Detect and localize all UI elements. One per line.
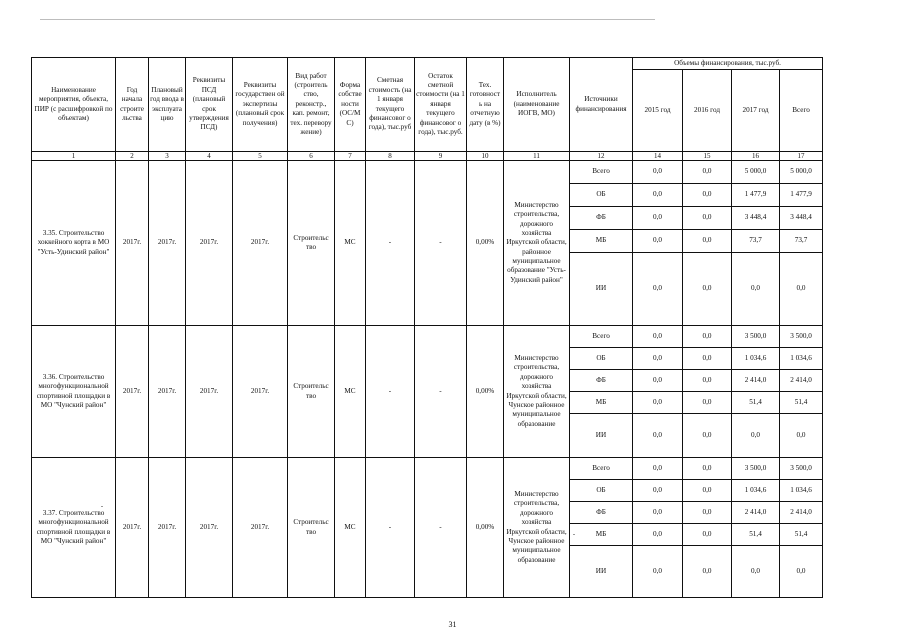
col-readiness-header: Тех. готовност ь на отчетную дату (в %) xyxy=(467,58,504,152)
col-sources-header: Источники финансирования xyxy=(570,58,633,152)
col-work-type-header: Вид работ (строитель ство, реконстр., кап. ремонт, тех. перевору жение) xyxy=(288,58,335,152)
value-2017: 3 500,0 xyxy=(732,458,780,480)
col-name-header: Наименование мероприятия, объекта, ПИР (с расшифровкой по объектам) xyxy=(32,58,116,152)
estimate: - xyxy=(366,161,415,326)
value-total: 1 477,9 xyxy=(780,184,823,207)
work-type: Строительс тво xyxy=(288,326,335,458)
funding-source: ИИ xyxy=(570,253,633,326)
header-row-1 xyxy=(32,58,823,70)
value-2016: 0,0 xyxy=(683,502,732,524)
value-total: 1 034,6 xyxy=(780,348,823,370)
object-name: 3.35. Строительство хоккейного корта в МО "Усть-Удинский район" xyxy=(32,161,116,326)
remaining: - xyxy=(415,161,467,326)
col-ownership-header: Форма собстве ности (ОС/М С) xyxy=(335,58,366,152)
year-start: 2017г. xyxy=(116,161,149,326)
col-year-plan-header: Плановый год ввода в эксплуата цию xyxy=(149,58,186,152)
value-2016: 0,0 xyxy=(683,458,732,480)
value-2017: 0,0 xyxy=(732,253,780,326)
year-plan: 2017г. xyxy=(149,458,186,598)
funding-source: Всего xyxy=(570,458,633,480)
col-2016-header: 2016 год xyxy=(683,70,732,152)
column-number: 7 xyxy=(335,152,366,161)
table-row xyxy=(32,161,823,184)
ownership: МС xyxy=(335,326,366,458)
value-total: 3 500,0 xyxy=(780,458,823,480)
year-start: 2017г. xyxy=(116,458,149,598)
value-2017: 1 034,6 xyxy=(732,348,780,370)
expertise-date: 2017г. xyxy=(233,326,288,458)
value-2017: 5 000,0 xyxy=(732,161,780,184)
column-number: 9 xyxy=(415,152,467,161)
funding-source: Всего xyxy=(570,161,633,184)
expertise-date: 2017г. xyxy=(233,458,288,598)
work-type: Строительс тво xyxy=(288,458,335,598)
funding-source: МБ xyxy=(570,524,633,546)
value-2017: 1 477,9 xyxy=(732,184,780,207)
table-row xyxy=(32,326,823,348)
value-2015: 0,0 xyxy=(633,207,683,230)
expertise-date: 2017г. xyxy=(233,161,288,326)
value-2015: 0,0 xyxy=(633,253,683,326)
value-2016: 0,0 xyxy=(683,230,732,253)
value-2016: 0,0 xyxy=(683,161,732,184)
column-number: 6 xyxy=(288,152,335,161)
column-number: 2 xyxy=(116,152,149,161)
value-2016: 0,0 xyxy=(683,392,732,414)
column-number: 3 xyxy=(149,152,186,161)
value-2015: 0,0 xyxy=(633,161,683,184)
remaining: - xyxy=(415,326,467,458)
value-2015: 0,0 xyxy=(633,502,683,524)
remaining: - xyxy=(415,458,467,598)
value-2017: 51,4 xyxy=(732,524,780,546)
col-2015-header: 2015 год xyxy=(633,70,683,152)
value-2016: 0,0 xyxy=(683,348,732,370)
funding-group-header: Объемы финансирования, тыс.руб. xyxy=(633,58,823,70)
value-total: 0,0 xyxy=(780,546,823,598)
funding-source: ОБ xyxy=(570,480,633,502)
year-start: 2017г. xyxy=(116,326,149,458)
executor: Министерство строительства, дорожного хозяйства Иркутской области, Чунское районное муниципальное образование xyxy=(504,458,570,598)
value-2017: 3 448,4 xyxy=(732,207,780,230)
column-number: 10 xyxy=(467,152,504,161)
executor: Министерство строительства, дорожного хозяйства Иркутской области, районное муниципальное образование "Усть-Удинский район" xyxy=(504,161,570,326)
column-number-row xyxy=(32,152,823,161)
psd-date: 2017г. xyxy=(186,326,233,458)
funding-source: МБ xyxy=(570,230,633,253)
value-2016: 0,0 xyxy=(683,370,732,392)
value-total: 5 000,0 xyxy=(780,161,823,184)
funding-source: ИИ xyxy=(570,414,633,458)
column-number: 14 xyxy=(633,152,683,161)
value-2017: 2 414,0 xyxy=(732,370,780,392)
value-total: 1 034,6 xyxy=(780,480,823,502)
value-total: 0,0 xyxy=(780,414,823,458)
value-2015: 0,0 xyxy=(633,414,683,458)
funding-source: ИИ xyxy=(570,546,633,598)
value-2017: 73,7 xyxy=(732,230,780,253)
value-2015: 0,0 xyxy=(633,184,683,207)
value-2016: 0,0 xyxy=(683,207,732,230)
value-2017: 0,0 xyxy=(732,546,780,598)
value-total: 73,7 xyxy=(780,230,823,253)
top-rule xyxy=(40,19,655,20)
column-number: 11 xyxy=(504,152,570,161)
value-2015: 0,0 xyxy=(633,546,683,598)
page-number: 31 xyxy=(448,620,457,629)
psd-date: 2017г. xyxy=(186,161,233,326)
value-2016: 0,0 xyxy=(683,546,732,598)
value-total: 3 500,0 xyxy=(780,326,823,348)
estimate: - xyxy=(366,458,415,598)
financing-table xyxy=(31,57,823,598)
column-number: 15 xyxy=(683,152,732,161)
funding-source: Всего xyxy=(570,326,633,348)
value-total: 51,4 xyxy=(780,524,823,546)
value-2015: 0,0 xyxy=(633,458,683,480)
ownership: МС xyxy=(335,458,366,598)
column-number: 1 xyxy=(32,152,116,161)
year-plan: 2017г. xyxy=(149,326,186,458)
value-2017: 3 500,0 xyxy=(732,326,780,348)
col-estimate-header: Сметная стоимость (на 1 января текущего финансовог о года), тыс.руб xyxy=(366,58,415,152)
col-expertise-header: Реквизиты государствен ой экспертизы (плановый срок получения) xyxy=(233,58,288,152)
funding-source: ФБ xyxy=(570,207,633,230)
object-name: 3.37. Строительство многофункциональной спортивной площадки в МО "Чунский район" xyxy=(32,458,116,598)
col-psd-header: Реквизиты ПСД (плановый срок утверждения ПСД) xyxy=(186,58,233,152)
column-number: 4 xyxy=(186,152,233,161)
col-executor-header: Исполнитель (наименование ИОГВ, МО) xyxy=(504,58,570,152)
value-2017: 2 414,0 xyxy=(732,502,780,524)
value-2016: 0,0 xyxy=(683,326,732,348)
value-2016: 0,0 xyxy=(683,253,732,326)
funding-source: ОБ xyxy=(570,348,633,370)
readiness: 0,00% xyxy=(467,161,504,326)
executor: Министерство строительства, дорожного хозяйства Иркутской области, Чунское районное муниципальное образование xyxy=(504,326,570,458)
estimate: - xyxy=(366,326,415,458)
column-number: 8 xyxy=(366,152,415,161)
funding-source: ФБ xyxy=(570,370,633,392)
value-2016: 0,0 xyxy=(683,184,732,207)
value-2015: 0,0 xyxy=(633,230,683,253)
table-row xyxy=(32,458,823,480)
value-2017: 1 034,6 xyxy=(732,480,780,502)
funding-source: ОБ xyxy=(570,184,633,207)
value-total: 51,4 xyxy=(780,392,823,414)
readiness: 0,00% xyxy=(467,458,504,598)
work-type: Строительс тво xyxy=(288,161,335,326)
readiness: 0,00% xyxy=(467,326,504,458)
value-2016: 0,0 xyxy=(683,524,732,546)
value-2015: 0,0 xyxy=(633,480,683,502)
col-remaining-header: Остаток сметной стоимости (на 1 января текущего финансовог о года), тыс.руб. xyxy=(415,58,467,152)
object-name: 3.36. Строительство многофункциональной спортивной площадки в МО "Чунский район" xyxy=(32,326,116,458)
value-total: 2 414,0 xyxy=(780,370,823,392)
funding-source: ФБ xyxy=(570,502,633,524)
psd-date: 2017г. xyxy=(186,458,233,598)
col-year-start-header: Год начала строите льства xyxy=(116,58,149,152)
value-2015: 0,0 xyxy=(633,370,683,392)
col-total-header: Всего xyxy=(780,70,823,152)
col-2017-header: 2017 год xyxy=(732,70,780,152)
value-2017: 0,0 xyxy=(732,414,780,458)
ownership: МС xyxy=(335,161,366,326)
value-2017: 51,4 xyxy=(732,392,780,414)
column-number: 16 xyxy=(732,152,780,161)
value-2016: 0,0 xyxy=(683,414,732,458)
column-number: 5 xyxy=(233,152,288,161)
value-total: 2 414,0 xyxy=(780,502,823,524)
column-number: 17 xyxy=(780,152,823,161)
value-2016: 0,0 xyxy=(683,480,732,502)
value-2015: 0,0 xyxy=(633,326,683,348)
value-total: 0,0 xyxy=(780,253,823,326)
year-plan: 2017г. xyxy=(149,161,186,326)
value-2015: 0,0 xyxy=(633,524,683,546)
value-2015: 0,0 xyxy=(633,348,683,370)
column-number: 12 xyxy=(570,152,633,161)
value-total: 3 448,4 xyxy=(780,207,823,230)
funding-source: МБ xyxy=(570,392,633,414)
value-2015: 0,0 xyxy=(633,392,683,414)
